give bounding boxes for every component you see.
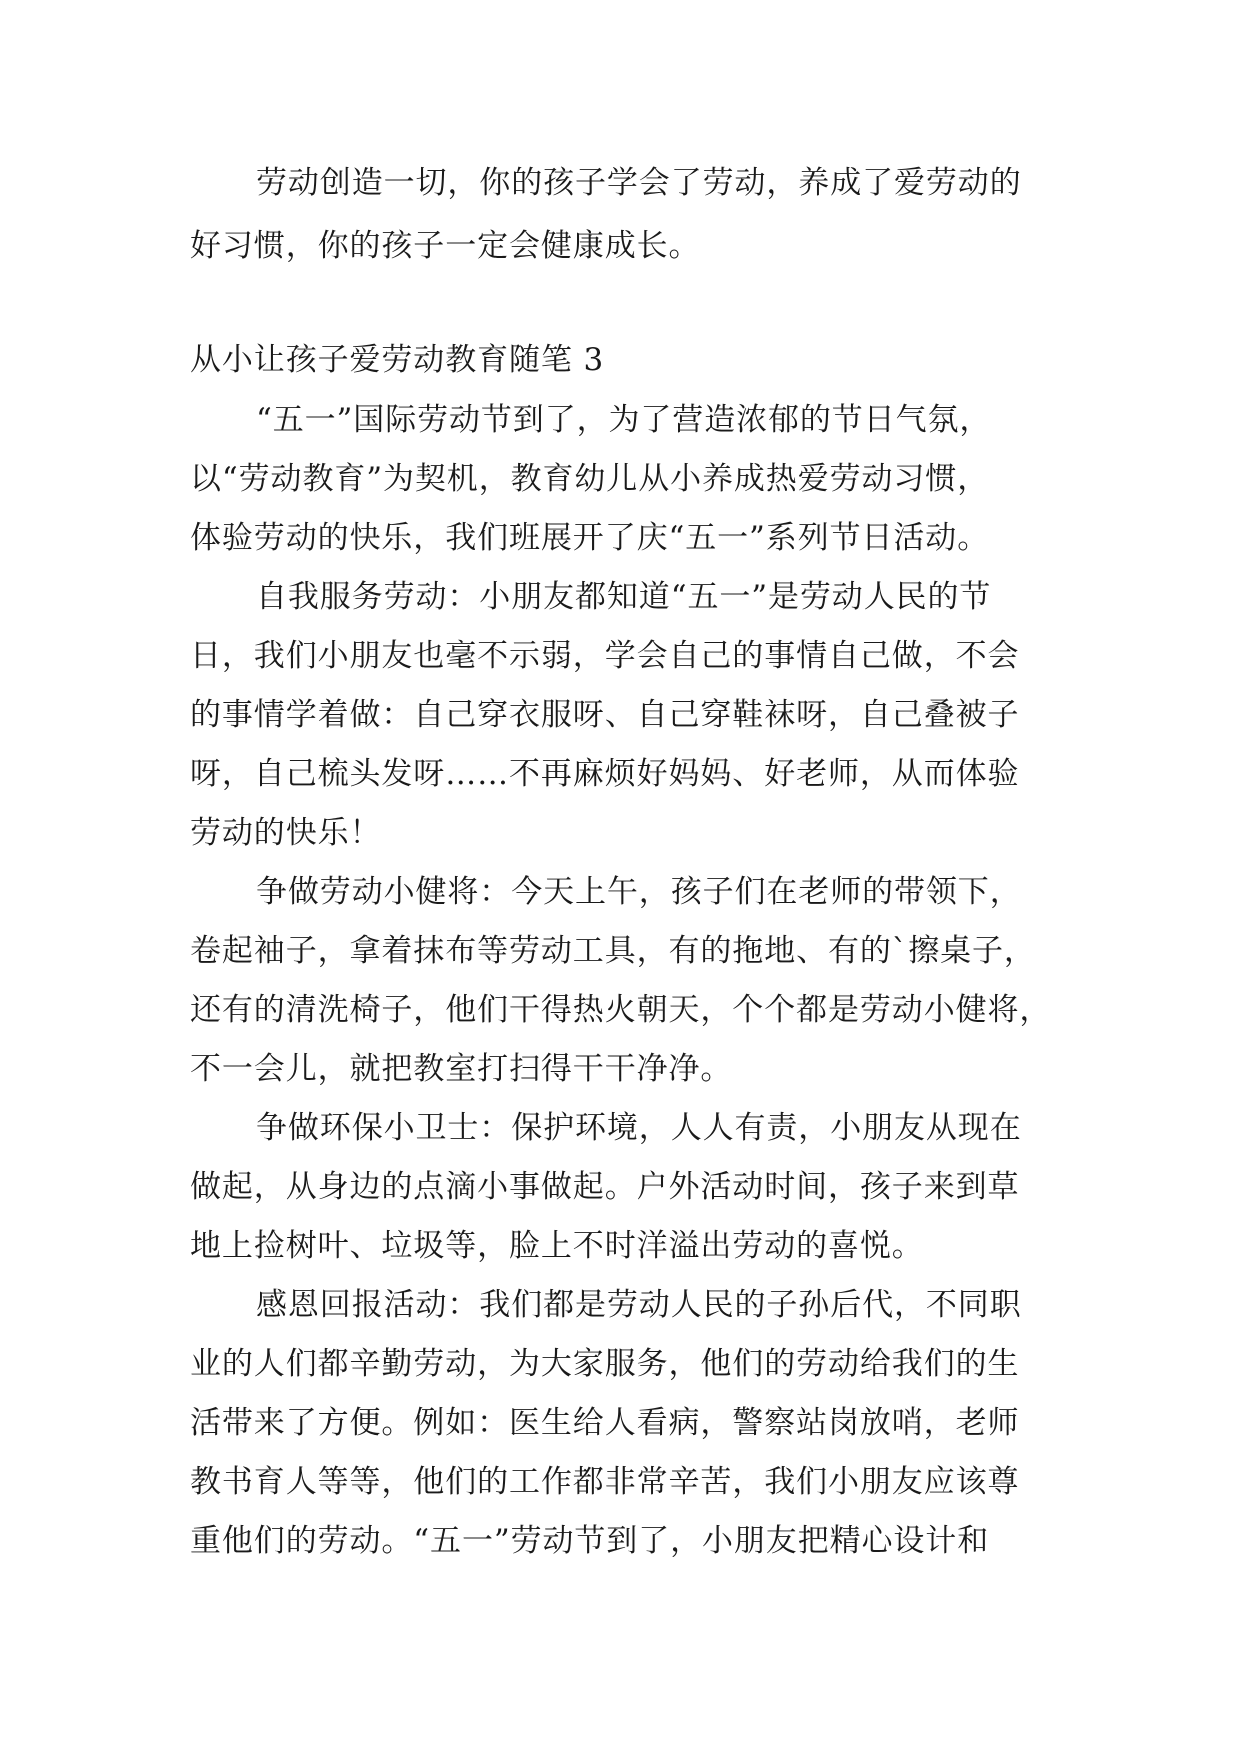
paragraph-3-line-4: 呀，自己梳头发呀……不再麻烦好妈妈、好老师，从而体验 (190, 756, 1020, 792)
paragraph-1-line-2: 好习惯，你的孩子一定会健康成长。 (190, 228, 701, 264)
paragraph-6-line-3: 活带来了方便。例如：医生给人看病，警察站岗放哨，老师 (190, 1405, 1020, 1441)
paragraph-3-line-2: 日，我们小朋友也毫不示弱，学会自己的事情自己做，不会 (190, 638, 1020, 674)
paragraph-1-line-1: 劳动创造一切，你的孩子学会了劳动，养成了爱劳动的 (256, 165, 1022, 201)
paragraph-3-line-5: 劳动的快乐！ (190, 815, 382, 851)
paragraph-2-line-1: “五一”国际劳动节到了，为了营造浓郁的节日气氛， (256, 402, 992, 438)
paragraph-5-line-3: 地上捡树叶、垃圾等，脸上不时洋溢出劳动的喜悦。 (190, 1228, 924, 1264)
paragraph-5-line-1: 争做环保小卫士：保护环境，人人有责，小朋友从现在 (256, 1110, 1022, 1146)
paragraph-5-line-2: 做起，从身边的点滴小事做起。户外活动时间，孩子来到草 (190, 1169, 1020, 1205)
paragraph-3-line-1: 自我服务劳动：小朋友都知道“五一”是劳动人民的节 (256, 579, 992, 615)
paragraph-6-line-2: 业的人们都辛勤劳动，为大家服务，他们的劳动给我们的生 (190, 1346, 1020, 1382)
paragraph-4-line-3: 还有的清洗椅子，他们干得热火朝天，个个都是劳动小健将， (190, 992, 1052, 1028)
paragraph-4-line-2: 卷起袖子，拿着抹布等劳动工具，有的拖地、有的`擦桌子， (190, 933, 1036, 969)
paragraph-4-line-1: 争做劳动小健将：今天上午，孩子们在老师的带领下， (256, 874, 1022, 910)
paragraph-2-line-3: 体验劳动的快乐，我们班展开了庆“五一”系列节日活动。 (190, 520, 990, 556)
paragraph-6-line-1: 感恩回报活动：我们都是劳动人民的子孙后代，不同职 (256, 1287, 1022, 1323)
paragraph-6-line-5: 重他们的劳动。“五一”劳动节到了，小朋友把精心设计和 (190, 1523, 990, 1559)
paragraph-3-line-3: 的事情学着做：自己穿衣服呀、自己穿鞋袜呀，自己叠被子 (190, 697, 1020, 733)
paragraph-2-line-2: 以“劳动教育”为契机，教育幼儿从小养成热爱劳动习惯， (190, 461, 990, 497)
paragraph-6-line-4: 教书育人等等，他们的工作都非常辛苦，我们小朋友应该尊 (190, 1464, 1020, 1500)
paragraph-4-line-4: 不一会儿，就把教室打扫得干干净净。 (190, 1051, 733, 1087)
section-heading: 从小让孩子爱劳动教育随笔 3 (190, 342, 605, 378)
